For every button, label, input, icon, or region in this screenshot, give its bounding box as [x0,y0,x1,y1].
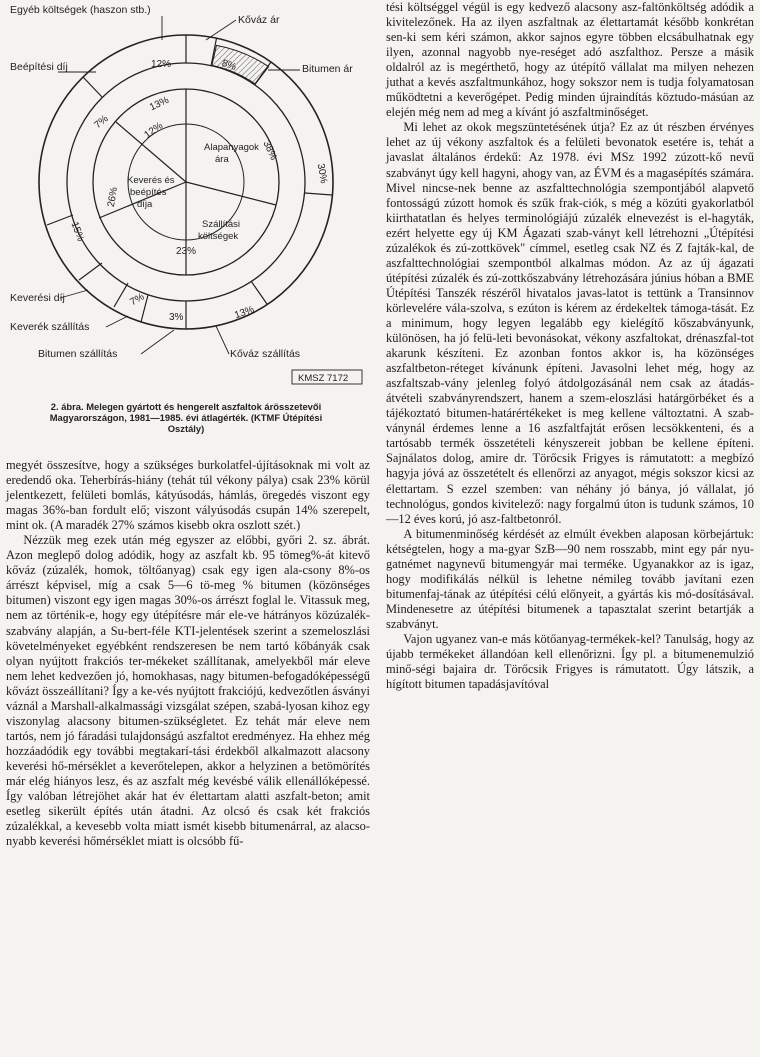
label-kovaz-ar: Kőváz ár [238,14,280,26]
inner-label-szallitasi: Szállítási költségek [198,219,241,242]
right-paragraph-2: Mi lehet az okok megszüntetésének útja? Ez az út részben érvényes lehet az új vékony aszfaltok és a felületi bevonatok esetére is, tehát a javaslat általános érdekű: Az 1978. évi MSz 1992 zúzott-kő nevű szabványt úgy kell hagyni, ahogy van, az ÉVM és a magasépítés számára. Mivel nincse-nek benne az aszfalttechnológia szempontjából alapvető fontosságú zúzott homok és szűk frak-ciók, s még a közúti gyakorlatból kiirthatatlan és helyes terminológiájú zúzalék elnevezést is el-hagyták, ezért helyette egy új KM Ágazati szab-ványt kell létrehozni „Útépítési zúzalékok és zú-zottkövek" címmel, esetleg csak NZ és Z fajták-kal, de aszfalttechnológiai szempontból alkalmas módon. Az az új ágazati útépítési zúzalék és zú-zottkőszabvány létrehozására június hóban a BME Útépítési Tanszék részéről hivatalos javas-latot is tettünk a Transinnov körlevelére vála-szolva, s ezúton is kérem az érdekeltek támoga-tását. Ez a minimum, hogy legyen legalább egy kielégítő kőszabványunk, különösen, ha jó felü-leti bevonásokat, vékony aszfaltokat, drénaszfal-tot akarunk készíteni. Ez azonban fontos akkor is, ha közönséges aszfaltbeton-réteget kívánunk építeni. Javasolni lehet még, hogy az aszfaltszab-vány jelenleg folyó átdolgozásánál nem csak az átadás-átvételi szabványrendszert, hanem a szem-eloszlási határgörbéket és a tájékoztató bitumen-határértékeket is meg kellene változtatni. A szab-ványnál érdemes lenne a 16 aszfaltfajtát erősen lecsökkenteni, és a tartósabb termék összetételi kényszereit jobban be kellene építeni. Sajnálatos dolog, amire dr. Törőcsik Frigyes is rámutatott: a megbízó hagyja jóvá az összetételt és ellenőrzi az anyagot, mégis sokszor kicsi az élettartam. S ezzel szemben: van néhány jó bánya, jó vállalat, jó technológus, gondos kivitelező: nagy forgalmú úton is tudunk számos, 10—12 éves korú, jó asz-faltbetonról. [386,120,754,526]
pct-bit-szall: 3% [169,312,184,323]
label-keveresi-dij: Keverési díj [10,292,65,304]
caption-line-3: Osztály) [167,423,205,434]
pct-15: 15% [68,220,86,244]
pct-inner-keveres: 26% [105,186,121,208]
right-paragraph-3: A bitumenminőség kérdését az elmúlt években alaposan körbejártuk: kétségtelen, hogy a ma-gyar SzB—90 nem rosszabb, mint egy pár nyu-gatnémet nagynevű bitumengyár mai terméke. Ugyanakkor az is igaz, hogy modifikálás nélkül is lehetne némileg tovább javítani ezen bitumenfaj-tának az útépítési célú előnyeit, a gyártás kis mó-dosításával. Mindenesetre az útépítési bitumenek a tapasztalat szerint betartják a szabványt. [386,526,754,631]
label-bitumen-szallitas: Bitumen szállítás [38,348,118,360]
leader-kovaz-szall [216,326,229,354]
pct-beep: 13% [147,94,171,114]
leader-kovaz-ar [206,20,236,40]
pct-inner-alap: 38% [260,139,279,162]
caption-line-1: 2. ábra. Melegen gyártott és hengerelt aszfaltok árösszetevői [50,401,322,412]
label-kovaz-szallitas: Kőváz szállítás [230,348,301,360]
left-column-text [6,458,370,849]
pct-bitumen-ar: 8% [220,57,238,74]
right-paragraph-4: Vajon ugyanez van-e más kötőanyag-termékek-kel? Tanulság, hogy az újabb termékeket állandóan kell ellenőrizni. Így pl. a bitumenemulzió minő-ségi bajaira dr. Törőcsik Frigyes is rámutatott. Úgy látszik, a hígított bitumen tapadásjavítóval [386,631,754,692]
pct-kovaz: 30% [314,162,329,185]
outer-dividers [47,35,332,329]
leader-bit-szall [141,330,174,354]
figure-caption [6,401,366,434]
inner-label-keveres: Keverés és beépítés díja [127,175,175,210]
pct-small-7: 7% [92,113,111,132]
pie-figure [6,0,370,400]
label-bitumen-ar: Bitumen ár [302,63,353,75]
pct-kovaz-szall: 13% [233,304,256,322]
caption-line-2: Magyarországon, 1981—1985. évi átlagérték. (KTMF Útépítési [49,412,323,423]
right-column-text [386,0,754,692]
inner-label-alapanyag: Alapanyagok ára [204,142,259,165]
right-paragraph-1: tési költséggel végül is egy kedvező alacsony asz-faltönköltség adódik a kivitelezőnek. Ha az ilyen aszfaltnak az élettartamát később konkrétan sen-ki sem kéri számon, akkor sajnos egyre többen elcsábulhatnak egy ilyen, azonnal nagyobb nye-reséget adó aszfalthoz. Persze a másik oldalról az is megérthető, hogy az útépítő vállalat ma milyen nehezen juthat a kevés aszfaltmunkához, hogy sokszor nem is tudja folyamatosan működtetni a keverőgépet. Pedig minden újraindítás köztudo-másúan az elején még nem ad meg a kívánt jó aszfaltminőséget. [386,0,754,120]
pct-egyeb: 12% [151,59,172,70]
pct-inner-egyeb: 12% [142,120,166,141]
leader-kever-szall [106,316,128,327]
pct-kever-szall: 7% [128,291,147,309]
label-kever-szallitas: Keverék szállítás [10,321,90,333]
left-paragraph-2: Nézzük meg ezek után még egyszer az előbbi, győri 2. sz. ábrát. Azon meglepő dolog adódik, hogy az aszfalt kb. 95 tömeg%-át kitevő kőváz (zúzalék, homok, töltőanyag) csak egy igen ala-csony 8%-os árrészt képvisel, míg a csak 5—6 tö-meg % bitumen (közönséges bitumen) viszont egy igen magas 30%-os árrészt foglal le. Vitassuk meg, nem az történik-e, hogy egy útépítésre már ele-ve hátrányos közúzalék-szabvány alapján, a Su-bert-féle KTI-jelentések szerint a szemeloszlási követelményeket egyébként rendszeresen be nem tartó kőbányák csak olyan nyújtott frakciós ter-mékeket szállítanak, amelyekből már eleve nem lehet kedvezően jó, homokhasas, nagy bitumen-befogadóképességű kővázt összeállítani? Így a ke-vés nyújtott frakciójú, kedvezőtlen ásványi váznál a Marshall-alkalmassági vizsgálat szépen, szabá-lyosan kihoz egy viszonylag alacsony bitumen-szükségletet. Ez tehát már eleve nem tartós, nem jó fáradási tulajdonságú aszfaltot eredményez. Ha ehhez még hozzáadódik egy további megtakarí-tási érdekből alkalmazott alacsony keverési hő-mérséklet a keverőtelepen, akkor a helyzinen a betömörítés már elég hiányos lesz, és az aszfalt még kevésbé válik ellenállóképessé. Így valóban létrejöhet akár hat év élettartam alatti aszfalt-beton; amit esetleg sikerült építés után átadni. Az olcsó és csak két frakciós zúzalékkal, a kevesebb volta miatt ismét kisebb bitumenárral, az alacso-nyabb keverési hőmérséklet miatt is olcsóbb fű- [6,533,370,849]
pct-inner-szall: 23% [176,246,197,257]
left-paragraph-1: megyét összesítve, hogy a szükséges burkolatfel-újításoknak mi volt az eredendő oka. Teherbírás-hiány (tehát túl vékony pálya) csak 23% körül jelentkezett, felületi bomlás, kátyúsodás, hámlás, öregedés viszont egy magas 36%-ban fordult elő; viszont vályúsodás csupán 14% szerepelt, mint ok. (A maradék 27% számos kisebb okra oszlott szét.) [6,458,370,533]
label-beepitesi-dij: Beépítési díj [10,61,68,73]
label-egyeb: Egyéb költségek (haszon stb.) [10,4,151,16]
donut-chart [6,0,370,400]
code-label: KMSZ 7172 [298,373,349,384]
